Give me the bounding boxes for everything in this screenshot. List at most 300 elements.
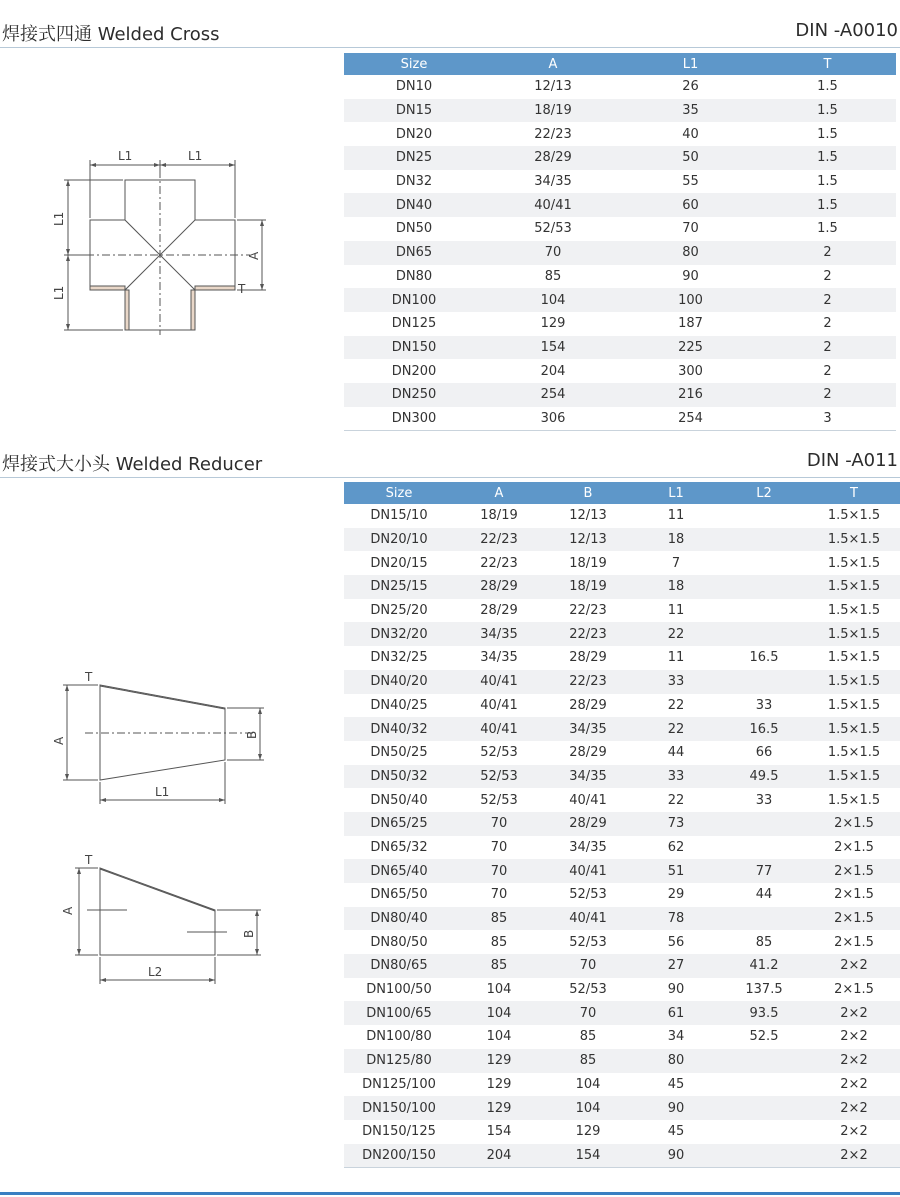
- reducer-cell-b: 129: [575, 1124, 601, 1140]
- cross-cell-t: 1.5: [817, 221, 838, 237]
- reducer-cell-a: 70: [490, 887, 508, 903]
- cross-cell-t: 2: [823, 363, 832, 379]
- reducer-cell-l2: 85: [755, 934, 773, 950]
- reducer-cell-b: 104: [575, 1076, 601, 1092]
- cross-title-divider: [0, 47, 900, 48]
- cross-cell-l1: 70: [682, 221, 699, 237]
- reducer-cell-size: DN100/65: [344, 1001, 454, 1025]
- table-row: [344, 765, 900, 789]
- reducer-cell-a: 85: [490, 934, 508, 950]
- reducer-cell-size: DN15/10: [370, 508, 428, 524]
- reducer-cell-a: 85: [454, 954, 544, 978]
- reducer-cell-l1: 62: [667, 839, 685, 855]
- reducer-cell-size: DN32/25: [370, 650, 428, 666]
- reducer-cell-a: 40/41: [454, 670, 544, 694]
- reducer-cell-t: 1.5×1.5: [827, 697, 881, 713]
- table-row: [344, 407, 896, 431]
- reducer-cell-t: 1.5×1.5: [827, 603, 881, 619]
- table-row: [344, 170, 896, 194]
- table-row: [344, 741, 900, 765]
- reducer-cell-a: 22/23: [480, 555, 518, 571]
- reducer-cell-l2: [720, 1049, 808, 1073]
- reducer-cell-size: DN65/50: [370, 887, 428, 903]
- reducer-cell-b: 52/53: [569, 887, 607, 903]
- reducer-cell-b: 28/29: [569, 745, 607, 761]
- reducer-cell-b: 70: [544, 1001, 632, 1025]
- reducer-cell-t: 2×2: [808, 1001, 900, 1025]
- reducer-cell-b: 28/29: [569, 650, 607, 666]
- reducer-cell-b: 34/35: [569, 839, 607, 855]
- reducer-cell-l2: [720, 812, 808, 836]
- table-row: [344, 312, 896, 336]
- reducer-cell-b: 28/29: [569, 697, 607, 713]
- cross-cell-l1: 300: [678, 363, 703, 379]
- reducer-cell-l1: 22: [632, 717, 720, 741]
- cross-cell-size: DN80: [395, 268, 433, 284]
- cross-cell-size: DN15: [344, 99, 484, 123]
- reducer-cell-l1: 90: [667, 982, 685, 998]
- reducer-cell-b: 40/41: [544, 907, 632, 931]
- reducer-cell-size: DN40/32: [344, 717, 454, 741]
- reducer-cell-b: 22/23: [569, 603, 607, 619]
- reducer-cell-size: DN40/20: [344, 670, 454, 694]
- reducer-cell-t: 1.5×1.5: [827, 555, 881, 571]
- cross-section-code: DIN -A0010: [795, 20, 898, 41]
- cross-header-a: A: [484, 53, 622, 75]
- reducer-header-l1: L1: [632, 482, 720, 504]
- reducer-cell-t: 2×2: [808, 954, 900, 978]
- table-row: [344, 288, 896, 312]
- reducer-cell-b: 104: [544, 1096, 632, 1120]
- reducer-cell-l1: 90: [632, 1144, 720, 1168]
- concentric-reducer-diagram: [45, 665, 285, 810]
- reducer-cell-b: 12/13: [544, 528, 632, 552]
- table-row: [344, 859, 900, 883]
- reducer-cell-l1: 61: [632, 1001, 720, 1025]
- reducer-cell-t: 2×2: [840, 1029, 868, 1045]
- reducer-cell-a: 18/19: [480, 508, 518, 524]
- reducer-cell-t: 2×1.5: [834, 887, 874, 903]
- cross-cell-l1: 26: [682, 79, 699, 95]
- cross-cell-t: 2: [759, 383, 896, 407]
- reducer-cell-a: 28/29: [454, 575, 544, 599]
- table-row: [344, 217, 896, 241]
- cross-cell-size: DN250: [344, 383, 484, 407]
- cross-cell-t: 2: [759, 241, 896, 265]
- reducer-cell-l1: 90: [632, 1096, 720, 1120]
- reducer-header-t: T: [808, 482, 900, 504]
- table-row: [344, 146, 896, 170]
- cross-cell-t: 2: [823, 316, 832, 332]
- cross-cell-a: 85: [544, 268, 562, 284]
- reducer-cell-l1: 11: [667, 650, 685, 666]
- reducer-cell-t: 2×2: [808, 1049, 900, 1073]
- table-row: [344, 694, 900, 718]
- reducer-cell-l1: 11: [667, 603, 685, 619]
- reducer-cell-size: DN125/100: [362, 1076, 436, 1092]
- cross-cell-a: 129: [540, 316, 566, 332]
- reducer-cell-l2: 33: [755, 792, 773, 808]
- reducer-cell-t: 1.5×1.5: [808, 528, 900, 552]
- reducer-cell-size: DN100/80: [366, 1029, 432, 1045]
- table-row: [344, 241, 896, 265]
- reducer-cell-l2: [720, 504, 808, 528]
- cross-cell-l1: 187: [678, 316, 703, 332]
- table-row: [344, 836, 900, 860]
- cross-dim-l1-top-right: L1: [188, 149, 203, 163]
- cross-cell-a: 22/23: [534, 126, 572, 142]
- cross-cell-l1: 55: [682, 174, 699, 190]
- reducer-cell-l2: [720, 599, 808, 623]
- reducer-cell-t: 1.5×1.5: [808, 717, 900, 741]
- reducer-cell-b: 12/13: [569, 508, 607, 524]
- table-row: [344, 954, 900, 978]
- cross-cell-size: DN65: [344, 241, 484, 265]
- reducer-cell-a: 40/41: [480, 697, 518, 713]
- cross-cell-t: 1.5: [759, 193, 896, 217]
- table-row: [344, 75, 896, 99]
- reducer2-dim-l2: L2: [148, 965, 163, 979]
- table-row: [344, 193, 896, 217]
- reducer-cell-a: 154: [486, 1124, 512, 1140]
- reducer-cell-size: DN80/65: [344, 954, 454, 978]
- cross-cell-size: DN25: [344, 146, 484, 170]
- reducer-cell-t: 1.5×1.5: [827, 508, 881, 524]
- cross-cell-l1: 100: [622, 288, 759, 312]
- reducer-cell-b: 18/19: [569, 555, 607, 571]
- reducer-cell-b: 18/19: [544, 575, 632, 599]
- cross-cell-a: 40/41: [484, 193, 622, 217]
- reducer-cell-a: 34/35: [454, 622, 544, 646]
- cross-cell-a: 204: [540, 363, 566, 379]
- reducer-cell-a: 129: [486, 1076, 512, 1092]
- reducer-cell-l2: [720, 575, 808, 599]
- reducer-header-size: Size: [344, 482, 454, 504]
- cross-cell-size: DN125: [391, 316, 437, 332]
- table-row: [344, 907, 900, 931]
- reducer1-dim-t: T: [85, 670, 93, 684]
- reducer-cell-a: 34/35: [480, 650, 518, 666]
- reducer-cell-b: 52/53: [569, 982, 607, 998]
- reducer-cell-size: DN65/32: [370, 839, 428, 855]
- reducer-cell-a: 70: [490, 839, 508, 855]
- reducer-cell-l1: 11: [667, 508, 685, 524]
- cross-cell-l1: 216: [622, 383, 759, 407]
- cross-cell-t: 1.5: [817, 79, 838, 95]
- reducer-cell-l1: 45: [667, 1124, 685, 1140]
- reducer-cell-l2: 16.5: [720, 717, 808, 741]
- reducer-cell-b: 22/23: [544, 622, 632, 646]
- reducer-cell-l2: [720, 1120, 808, 1144]
- reducer-cell-size: DN80/50: [370, 934, 428, 950]
- cross-cell-l1: 50: [622, 146, 759, 170]
- reducer-cell-b: 28/29: [544, 812, 632, 836]
- reducer-cell-l1: 78: [632, 907, 720, 931]
- reducer-cell-l1: 29: [667, 887, 685, 903]
- table-row: [344, 99, 896, 123]
- reducer-cell-l1: 73: [632, 812, 720, 836]
- reducer-cell-t: 2×1.5: [834, 934, 874, 950]
- reducer-cell-size: DN40/25: [370, 697, 428, 713]
- reducer-cell-l1: 33: [632, 765, 720, 789]
- reducer-cell-b: 70: [544, 954, 632, 978]
- reducer-cell-t: 1.5×1.5: [827, 650, 881, 666]
- reducer-cell-size: DN125/80: [344, 1049, 454, 1073]
- reducer-cell-l2: 93.5: [720, 1001, 808, 1025]
- reducer2-dim-t: T: [85, 853, 93, 867]
- reducer-cell-size: DN20/15: [370, 555, 428, 571]
- reducer-cell-l2: [720, 1073, 808, 1097]
- reducer-cell-l1: 22: [632, 622, 720, 646]
- reducer-cell-t: 1.5×1.5: [808, 622, 900, 646]
- cross-dim-l1-left-lower: L1: [52, 285, 66, 300]
- reducer-cell-l2: 44: [755, 887, 773, 903]
- table-row: [344, 359, 896, 383]
- reducer-cell-l1: 18: [632, 575, 720, 599]
- welded-cross-diagram: [40, 140, 280, 340]
- eccentric-reducer-diagram: [45, 850, 285, 990]
- reducer-cell-b: 85: [544, 1049, 632, 1073]
- reducer-cell-size: DN50/40: [370, 792, 428, 808]
- table-row: [344, 812, 900, 836]
- reducer-cell-l1: 27: [632, 954, 720, 978]
- table-row: [344, 122, 896, 146]
- reducer-cell-l1: 22: [667, 792, 685, 808]
- table-row: [344, 599, 900, 623]
- cross-dim-l1-top-left: L1: [118, 149, 133, 163]
- cross-header-t: T: [759, 53, 896, 75]
- reducer-cell-t: 2×1.5: [834, 982, 874, 998]
- reducer-cell-l2: 41.2: [720, 954, 808, 978]
- cross-cell-size: DN20: [395, 126, 433, 142]
- reducer-cell-l2: [720, 836, 808, 860]
- cross-cell-size: DN50: [395, 221, 433, 237]
- table-row: [344, 383, 896, 407]
- reducer-cell-b: 52/53: [569, 934, 607, 950]
- reducer-cell-size: DN20/10: [344, 528, 454, 552]
- reducer-cell-t: 2×1.5: [808, 859, 900, 883]
- cross-cell-t: 1.5: [759, 99, 896, 123]
- reducer-cell-l2: [720, 528, 808, 552]
- reducer-cell-size: DN32/20: [344, 622, 454, 646]
- reducer-cell-size: DN200/150: [344, 1144, 454, 1168]
- reducer-cell-a: 22/23: [454, 528, 544, 552]
- reducer-cell-l1: 33: [632, 670, 720, 694]
- table-row: [344, 1144, 900, 1168]
- reducer-cell-size: DN50/25: [370, 745, 428, 761]
- reducer-section-title: 焊接式大小头 Welded Reducer: [2, 454, 263, 475]
- reducer-cell-l2: [720, 1096, 808, 1120]
- table-row: [344, 504, 900, 528]
- cross-cell-a: 28/29: [484, 146, 622, 170]
- reducer-cell-t: 2×1.5: [808, 907, 900, 931]
- reducer-cell-b: 34/35: [544, 717, 632, 741]
- reducer-cell-a: 104: [486, 982, 512, 998]
- cross-cell-a: 70: [484, 241, 622, 265]
- reducer-cell-t: 2×1.5: [808, 812, 900, 836]
- table-row: [344, 575, 900, 599]
- cross-dim-l1-left-upper: L1: [52, 211, 66, 226]
- reducer-cell-l1: 18: [632, 528, 720, 552]
- reducer-cell-l2: 33: [755, 697, 773, 713]
- table-row: [344, 1096, 900, 1120]
- reducer-cell-b: 40/41: [544, 859, 632, 883]
- cross-cell-a: 52/53: [534, 221, 572, 237]
- table-row: [344, 622, 900, 646]
- cross-dim-t: T: [238, 282, 246, 296]
- reducer-cell-size: DN80/40: [344, 907, 454, 931]
- table-row: [344, 788, 900, 812]
- reducer-cell-a: 129: [454, 1049, 544, 1073]
- reducer-cell-l2: [720, 1144, 808, 1168]
- cross-cell-a: 306: [484, 407, 622, 431]
- reducer-cell-t: 1.5×1.5: [827, 745, 881, 761]
- reducer-cell-l2: 52.5: [749, 1029, 779, 1045]
- table-row: [344, 646, 900, 670]
- reducer-cell-l1: 56: [667, 934, 685, 950]
- reducer-table-header-row: [344, 482, 900, 504]
- cross-dim-a: A: [247, 251, 261, 260]
- reducer-cell-size: DN25/20: [370, 603, 428, 619]
- reducer-cell-l1: 51: [632, 859, 720, 883]
- reducer-cell-l2: 49.5: [720, 765, 808, 789]
- reducer-header-l2: L2: [720, 482, 808, 504]
- reducer-cell-size: DN150/125: [362, 1124, 436, 1140]
- cross-spec-table: [344, 53, 896, 431]
- reducer-cell-t: 2×1.5: [834, 839, 874, 855]
- reducer1-dim-a: A: [52, 736, 66, 745]
- cross-header-size: Size: [344, 53, 484, 75]
- reducer-cell-size: DN50/32: [344, 765, 454, 789]
- reducer-cell-l2: 16.5: [749, 650, 779, 666]
- reducer-cell-b: 85: [579, 1029, 597, 1045]
- cross-cell-t: 2: [823, 268, 832, 284]
- reducer-spec-table: [344, 482, 900, 1168]
- cross-section-title: 焊接式四通 Welded Cross: [2, 24, 220, 45]
- cross-header-l1: L1: [622, 53, 759, 75]
- reducer-cell-b: 34/35: [544, 765, 632, 789]
- cross-cell-l1: 40: [682, 126, 699, 142]
- cross-cell-l1: 254: [622, 407, 759, 431]
- reducer-cell-l1: 80: [632, 1049, 720, 1073]
- table-row: [344, 528, 900, 552]
- reducer-cell-a: 40/41: [454, 717, 544, 741]
- table-row: [344, 1049, 900, 1073]
- reducer2-dim-b: B: [242, 929, 256, 938]
- reducer-cell-l2: [720, 622, 808, 646]
- reducer-cell-a: 85: [454, 907, 544, 931]
- reducer-cell-t: 1.5×1.5: [808, 670, 900, 694]
- reducer-cell-l1: 45: [667, 1076, 685, 1092]
- table-row: [344, 883, 900, 907]
- reducer-cell-a: 129: [454, 1096, 544, 1120]
- cross-cell-t: 1.5: [759, 146, 896, 170]
- reducer-cell-l2: [720, 907, 808, 931]
- cross-cell-size: DN10: [395, 79, 433, 95]
- table-row: [344, 1073, 900, 1097]
- reducer-cell-l2: 66: [755, 745, 773, 761]
- table-row: [344, 1001, 900, 1025]
- cross-cell-a: 18/19: [484, 99, 622, 123]
- reducer-cell-l2: [720, 551, 808, 575]
- reducer-cell-size: DN25/15: [344, 575, 454, 599]
- table-row: [344, 978, 900, 1002]
- reducer-cell-l2: 77: [720, 859, 808, 883]
- reducer-cell-b: 22/23: [544, 670, 632, 694]
- cross-cell-a: 12/13: [534, 79, 572, 95]
- cross-cell-size: DN300: [344, 407, 484, 431]
- cross-cell-a: 254: [484, 383, 622, 407]
- reducer-cell-size: DN65/40: [344, 859, 454, 883]
- cross-table-header-row: [344, 53, 896, 75]
- cross-cell-l1: 90: [682, 268, 699, 284]
- cross-cell-l1: 60: [622, 193, 759, 217]
- reducer-cell-a: 28/29: [480, 603, 518, 619]
- table-row: [344, 930, 900, 954]
- cross-cell-size: DN100: [344, 288, 484, 312]
- reducer-cell-t: 2×2: [840, 1124, 868, 1140]
- page-bottom-rule: [0, 1192, 900, 1195]
- reducer-cell-a: 52/53: [480, 792, 518, 808]
- cross-cell-size: DN150: [344, 336, 484, 360]
- reducer-cell-t: 1.5×1.5: [808, 765, 900, 789]
- reducer-cell-l2: 137.5: [745, 982, 783, 998]
- cross-cell-size: DN32: [395, 174, 433, 190]
- reducer-header-a: A: [454, 482, 544, 504]
- reducer-cell-t: 2×2: [808, 1096, 900, 1120]
- cross-cell-a: 104: [484, 288, 622, 312]
- reducer-cell-t: 1.5×1.5: [827, 792, 881, 808]
- cross-cell-size: DN200: [391, 363, 437, 379]
- cross-cell-t: 2: [759, 336, 896, 360]
- reducer2-dim-a: A: [61, 906, 75, 915]
- cross-cell-t: 3: [759, 407, 896, 431]
- reducer-cell-size: DN100/50: [366, 982, 432, 998]
- table-row: [344, 551, 900, 575]
- reducer-cell-size: DN150/100: [344, 1096, 454, 1120]
- reducer-cell-l2: [720, 670, 808, 694]
- table-row: [344, 265, 896, 289]
- cross-cell-t: 1.5: [817, 126, 838, 142]
- cross-cell-l1: 80: [622, 241, 759, 265]
- cross-cell-l1: 35: [622, 99, 759, 123]
- cross-cell-t: 1.5: [817, 174, 838, 190]
- reducer-cell-a: 52/53: [480, 745, 518, 761]
- reducer1-dim-l1: L1: [155, 785, 170, 799]
- cross-cell-l1: 225: [622, 336, 759, 360]
- reducer-cell-a: 70: [454, 859, 544, 883]
- reducer-cell-a: 204: [454, 1144, 544, 1168]
- cross-cell-a: 34/35: [534, 174, 572, 190]
- table-row: [344, 1025, 900, 1049]
- reducer-cell-t: 2×2: [808, 1144, 900, 1168]
- reducer-cell-size: DN65/25: [344, 812, 454, 836]
- reducer-header-b: B: [544, 482, 632, 504]
- cross-cell-a: 154: [484, 336, 622, 360]
- reducer-cell-l1: 22: [667, 697, 685, 713]
- reducer-cell-l1: 7: [671, 555, 681, 571]
- reducer-cell-l1: 34: [667, 1029, 685, 1045]
- reducer-section-code: DIN -A011: [806, 450, 898, 471]
- reducer-cell-a: 104: [454, 1001, 544, 1025]
- reducer-cell-a: 52/53: [454, 765, 544, 789]
- table-row: [344, 717, 900, 741]
- reducer1-dim-b: B: [245, 730, 259, 739]
- table-row: [344, 336, 896, 360]
- reducer-cell-a: 70: [454, 812, 544, 836]
- reducer-cell-b: 154: [544, 1144, 632, 1168]
- cross-cell-t: 2: [759, 288, 896, 312]
